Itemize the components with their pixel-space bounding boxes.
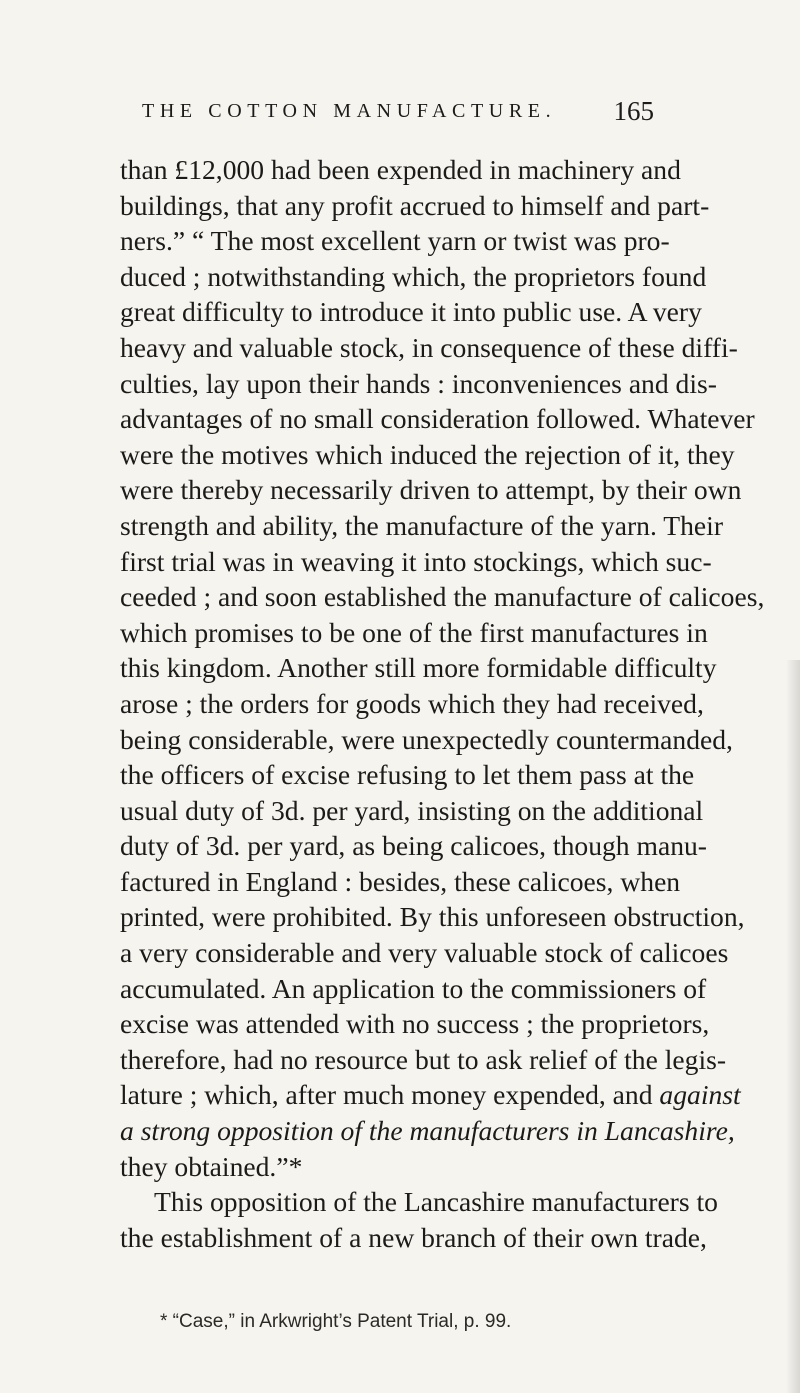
footnote: * “Case,” in Arkwright’s Patent Trial, p. 99.: [160, 1311, 512, 1332]
page-number: 165: [613, 96, 654, 126]
text-line: [120, 1077, 741, 1113]
text-line: the establishment of a new branch of their own trade,: [120, 1221, 707, 1253]
text-line: were the motives which induced the rejection of it, they: [120, 438, 735, 470]
text-line: this kingdom. Another still more formidable difficulty: [120, 652, 717, 684]
text-line: excise was attended with no success ; the proprietors,: [120, 1008, 710, 1040]
text-line: therefore, had no resource but to ask relief of the legis-: [120, 1043, 727, 1075]
text-line: duty of 3d. per yard, as being calicoes, though manu-: [120, 830, 707, 862]
text-line: printed, were prohibited. By this unforeseen obstruction,: [120, 901, 745, 933]
running-title: THE COTTON MANUFACTURE.: [142, 100, 557, 122]
text-line: than £12,000 had been expended in machinery and: [120, 154, 681, 185]
text-line: strength and ability, the manufacture of the yarn. Their: [120, 509, 724, 541]
text-line: ners.” “ The most excellent yarn or twist was pro-: [120, 225, 670, 257]
italic-phrase: against: [659, 1079, 741, 1111]
page-edge-shadow: [786, 660, 800, 1393]
text-line: arose ; the orders for goods which they had received,: [120, 687, 704, 719]
text-line: advantages of no small consideration followed. Whatever: [120, 403, 755, 435]
body-text: [120, 152, 765, 1255]
text-line: heavy and valuable stock, in consequence of these diffi-: [120, 331, 738, 363]
text-line: great difficulty to introduce it into public use. A very: [120, 296, 702, 328]
line-roman-segment: lature ; which, after much money expended, and: [120, 1079, 653, 1111]
page-header: [142, 96, 654, 136]
text-line: first trial was in weaving it into stockings, which suc-: [120, 545, 712, 577]
text-line: which promises to be one of the first manufactures in: [120, 616, 708, 648]
text-line: culties, lay upon their hands : inconveniences and dis-: [120, 367, 717, 399]
text-line: the officers of excise refusing to let them pass at the: [120, 759, 695, 791]
text-line: accumulated. An application to the commissioners of: [120, 972, 707, 1004]
italic-phrase: a strong opposition of the manufacturers in Lancashire,: [120, 1115, 735, 1147]
text-line: duced ; notwithstanding which, the proprietors found: [120, 260, 707, 292]
text-line: a very considerable and very valuable stock of calicoes: [120, 937, 729, 969]
text-line: This opposition of the Lancashire manufacturers to: [154, 1186, 718, 1218]
text-line: ceeded ; and soon established the manufacture of calicoes,: [120, 581, 765, 613]
text-line: usual duty of 3d. per yard, insisting on the additional: [120, 794, 704, 826]
text-line: being considerable, were unexpectedly countermanded,: [120, 723, 733, 755]
text-line: factured in England : besides, these calicoes, when: [120, 865, 681, 897]
text-line: were thereby necessarily driven to attempt, by their own: [120, 474, 742, 506]
text-line: buildings, that any profit accrued to himself and part-: [120, 189, 710, 221]
text-line: [120, 1113, 735, 1149]
text-line: they obtained.”*: [120, 1150, 303, 1182]
